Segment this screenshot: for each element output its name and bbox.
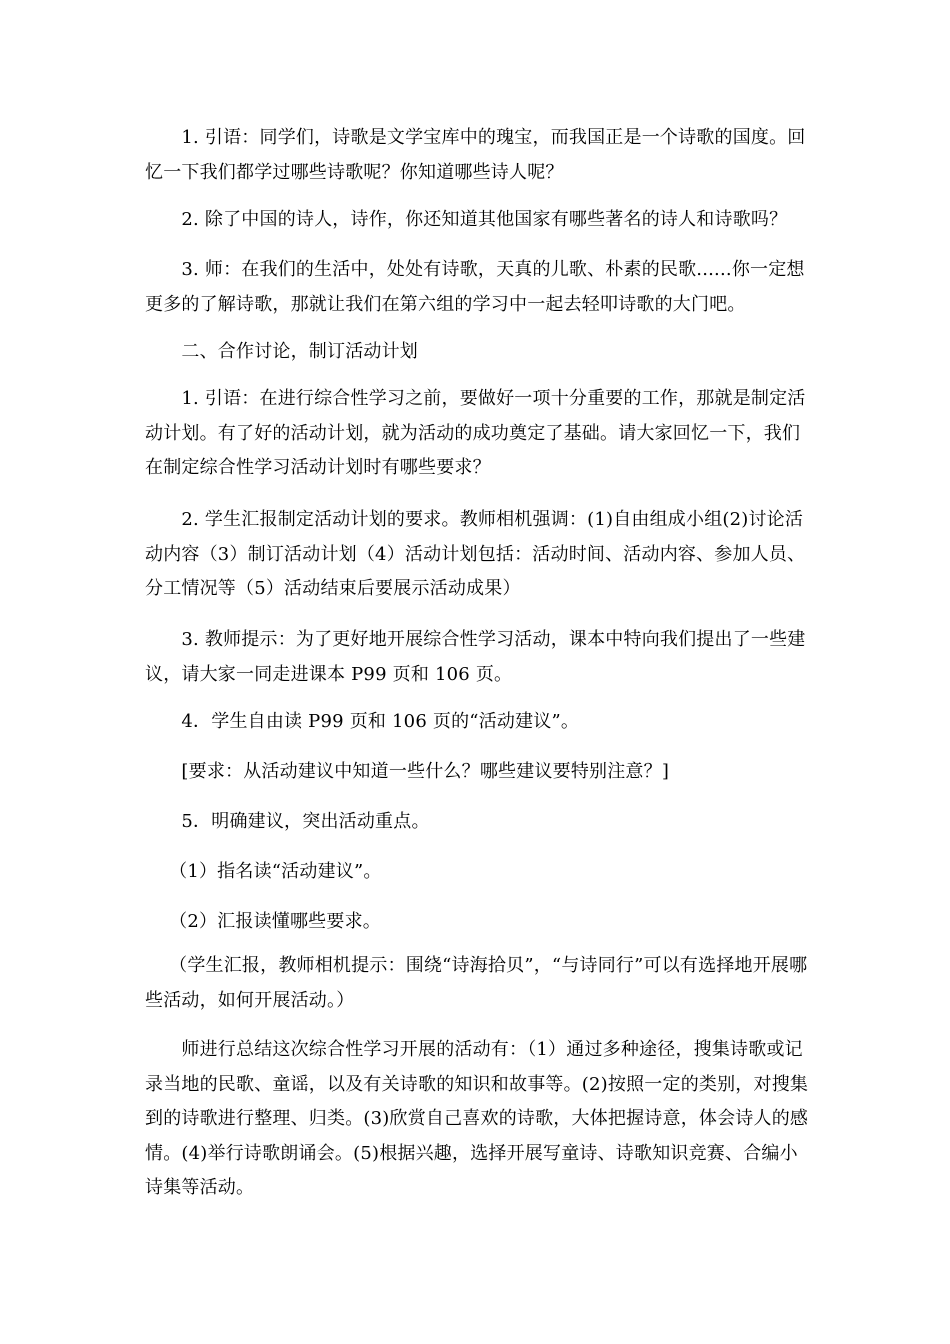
paragraph-requirement: [要求：从活动建议中知道一些什么？哪些建议要特别注意？] [145,761,670,782]
paragraph-plan-1: 1. 引语：在进行综合性学习之前，要做好一项十分重要的工作，那就是制定活动计划。有了好的活动计划，就为活动的成功奠定了基础。请大家回忆一下，我们在制定综合性学习活动计划时有哪些要求？ [145,388,806,478]
paragraph-sub-1: （1）指名读“活动建议”。 [145,861,382,882]
paragraph-summary: 师进行总结这次综合性学习开展的活动有：（1）通过多种途径，搜集诗歌或记录当地的民歌、童谣，以及有关诗歌的知识和故事等。(2)按照一定的类别，对搜集到的诗歌进行整理、归类。(3)欣赏自己喜欢的诗歌，大体把握诗意，体会诗人的感情。(4)举行诗歌朗诵会。(5)根据兴趣，选择开展写童诗、诗歌知识竞赛、合编小诗集等活动。 [145,1039,809,1198]
paragraph-intro-2: 2. 除了中国的诗人，诗作，你还知道其他国家有哪些著名的诗人和诗歌吗？ [145,209,788,230]
paragraph-plan-2: 2. 学生汇报制定活动计划的要求。教师相机强调：(1)自由组成小组(2)讨论活动内容（3）制订活动计划（4）活动计划包括：活动时间、活动内容、参加人员、分工情况等（5）活动结束后要展示活动成果） [145,509,806,599]
paragraph-plan-5: 5．明确建议，突出活动重点。 [145,811,430,832]
paragraph-intro-3: 3. 师：在我们的生活中，处处有诗歌，天真的儿歌、朴素的民歌......你一定想更多的了解诗歌，那就让我们在第六组的学习中一起去轻叩诗歌的大门吧。 [145,259,805,315]
paragraph-plan-3: 3. 教师提示：为了更好地开展综合性学习活动，课本中特向我们提出了一些建议，请大家一同走进课本 P99 页和 106 页。 [145,629,806,685]
section-heading-2: 二、合作讨论，制订活动计划 [145,341,418,362]
paragraph-intro-1: 1. 引语：同学们，诗歌是文学宝库中的瑰宝，而我国正是一个诗歌的国度。回忆一下我们都学过哪些诗歌呢？你知道哪些诗人呢？ [145,127,806,183]
paragraph-student-report: （学生汇报，教师相机提示：围绕“诗海拾贝”，“与诗同行”可以有选择地开展哪些活动，如何开展活动。） [145,955,808,1011]
paragraph-plan-4: 4．学生自由读 P99 页和 106 页的“活动建议”。 [145,711,580,732]
paragraph-sub-2: （2）汇报读懂哪些要求。 [145,911,381,932]
